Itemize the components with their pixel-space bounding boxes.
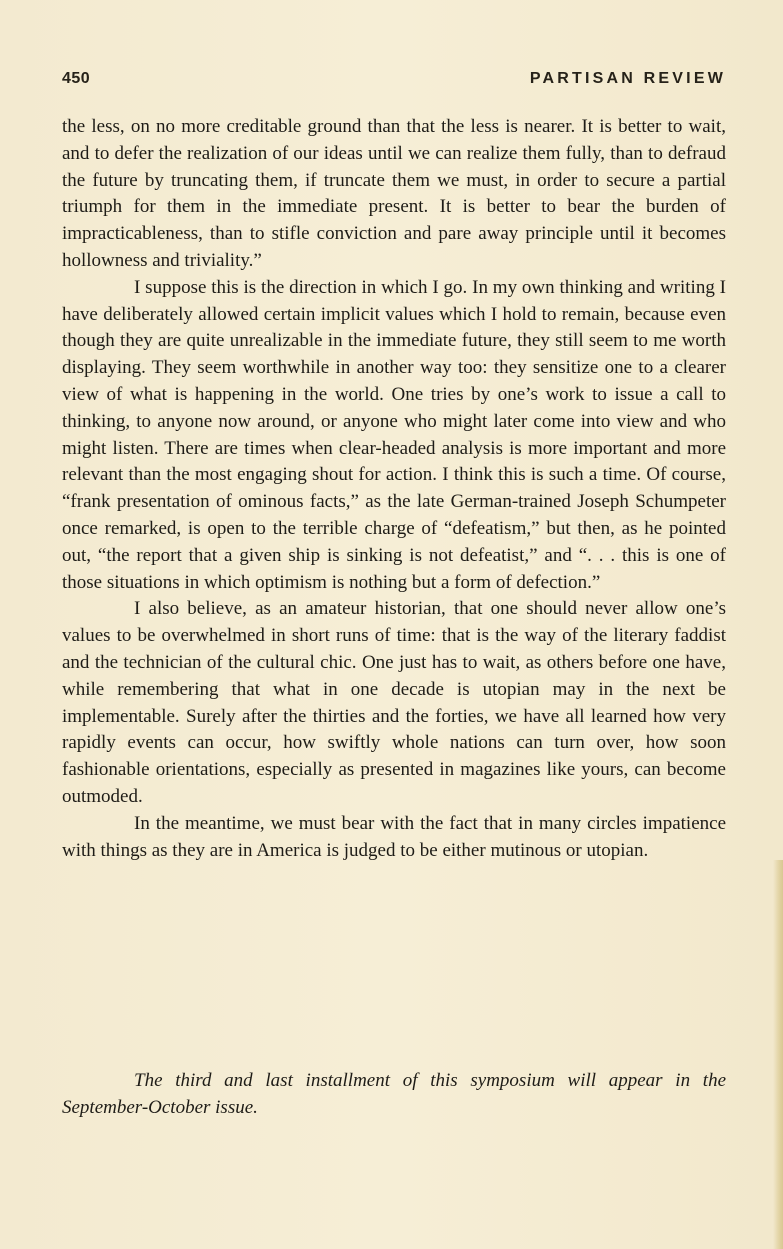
- running-header: [62, 70, 726, 94]
- editorial-note: The third and last installment of this symposium will appear in the September-October issue.: [62, 1070, 726, 1118]
- article-body: [62, 114, 726, 864]
- journal-title: PARTISAN REVIEW: [529, 70, 726, 87]
- page-edge-shadow: [773, 860, 783, 1249]
- paragraph: In the meantime, we must bear with the fact that in many circles impatience with things as they are in America is judged to be either mutinous or utopian.: [62, 812, 726, 861]
- paragraph: I suppose this is the direction in which I go. In my own thinking and writing I have deliberately allowed certain implicit values which I hold to remain, because even though they are quite unrealizable in the immediate future, they still seem to me worth displaying. They seem worthwhile in another way too: they sensitize one to a clearer view of what is happening in the world. One tries by one’s work to issue a call to thinking, to anyone now around, or anyone who might later come into view and who might listen. There are times when clear-headed analysis is more important and more relevant than the most engaging shout for action. I think this is such a time. Of course, “frank presentation of ominous facts,” as the late German-trained Joseph Schumpeter once remarked, is open to the terrible charge of “defeatism,” but then, as he pointed out, “the report that a given ship is sinking is not defeatist,” and “. . . this is one of those situations in which optimism is nothing but a form of defection.”: [62, 276, 726, 593]
- paragraph: I also believe, as an amateur historian, that one should never allow one’s values to be overwhelmed in short runs of time: that is the way of the literary faddist and the technician of the cultural chic. One just has to wait, as others before one have, while remembering that what in one decade is utopian may in the next be implementable. Surely after the thirties and the forties, we have all learned how very rapidly events can occur, how swiftly whole nations can turn over, how soon fashionable orientations, especially as presented in magazines like yours, can become outmoded.: [62, 598, 726, 807]
- page-number: 450: [62, 70, 91, 87]
- paragraph-continued: the less, on no more creditable ground than that the less is nearer. It is better to wait, and to defer the realization of our ideas until we can realize them fully, than to defraud the future by truncating them, if truncate them we must, in order to secure a partial triumph for them in the immediate present. It is better to bear the burden of impracticableness, than to stifle conviction and pare away principle until it becomes hollowness and triviality.”: [62, 116, 726, 271]
